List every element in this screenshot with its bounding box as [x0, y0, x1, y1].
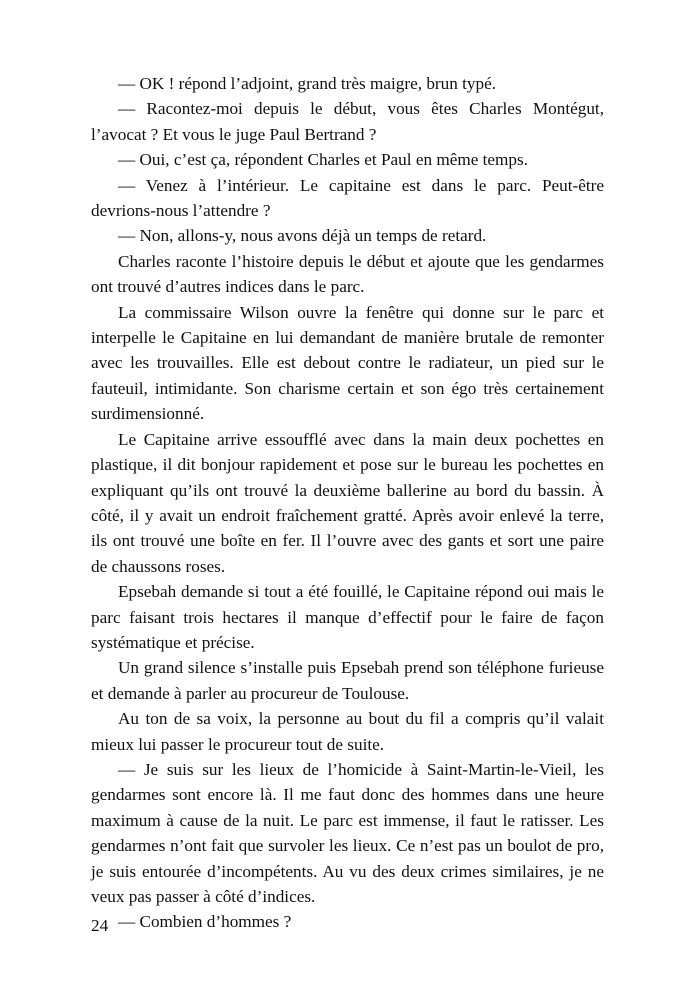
paragraph: — Je suis sur les lieux de l’homicide à Saint-Martin-le-Vieil, les gendarmes sont encore là. Il me faut donc des hommes dans une heure maximum à cause de la nuit. Le parc est immense, il faut le ratisser. Les gendarmes n’ont fait que survoler les lieux. Ce n’est pas un boulot de pro, je suis entourée d’incompétents. Au vu des deux crimes similaires, je ne veux pas passer à côté d’indices. — [91, 759, 604, 906]
body-text — [91, 71, 604, 935]
page-number: 24 — [91, 916, 109, 935]
paragraph: — Combien d’hommes ? — [118, 912, 292, 932]
paragraph: Le Capitaine arrive essoufflé avec dans la main deux pochettes en plastique, il dit bonjour rapidement et pose sur le bureau les pochettes en expliquant qu’ils ont trouvé la deuxième ballerine au bord du bassin. À côté, il y avait un endroit fraîchement gratté. Après avoir enlevé la terre, ils ont trouvé une boîte en fer. Il l’ouvre avec des gants et sort une paire de chaussons roses. — [91, 429, 604, 576]
paragraph: Un grand silence s’installe puis Epsebah prend son téléphone furieuse et demande à parler au procureur de Toulouse. — [91, 658, 604, 703]
paragraph: — Venez à l’intérieur. Le capitaine est dans le parc. Peut-être devrions-nous l’attendre ? — [91, 175, 604, 221]
paragraph: Au ton de sa voix, la personne au bout du fil a compris qu’il valait mieux lui passer le procureur tout de suite. — [91, 709, 604, 754]
paragraph: Charles raconte l’histoire depuis le début et ajoute que les gendarmes ont trouvé d’autres indices dans le parc. — [91, 251, 604, 297]
paragraph: La commissaire Wilson ouvre la fenêtre qui donne sur le parc et interpelle le Capitaine en lui demandant de manière brutale de remonter avec les trouvailles. Elle est debout contre le radiateur, un pied sur le fauteuil, intimidante. Son charisme certain et son égo très certainement surdimensionné. — [91, 302, 604, 424]
paragraph: — OK ! répond l’adjoint, grand très maigre, brun typé. — [118, 74, 497, 93]
paragraph: Epsebah demande si tout a été fouillé, le Capitaine répond oui mais le parc faisant trois hectares il manque d’effectif pour le faire de façon systématique et précise. — [91, 582, 604, 652]
paragraph: — Non, allons-y, nous avons déjà un temps de retard. — [118, 226, 487, 246]
paragraph: — Oui, c’est ça, répondent Charles et Paul en même temps. — [118, 150, 528, 170]
paragraph: — Racontez-moi depuis le début, vous êtes Charles Montégut, l’avocat ? Et vous le juge Paul Bertrand ? — [91, 99, 604, 144]
